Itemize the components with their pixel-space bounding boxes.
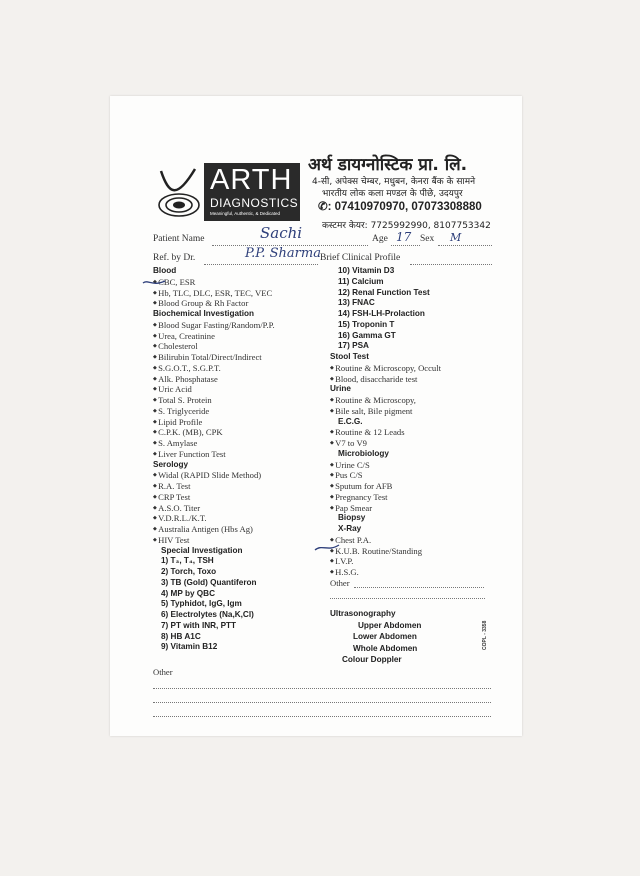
- test-item-label: A.S.O. Titer: [158, 502, 201, 513]
- numbered-test-item: 7) PT with INR, PTT: [161, 620, 237, 630]
- bullet-icon: ◆: [153, 376, 159, 382]
- bullet-icon: ◆: [330, 570, 336, 575]
- test-item: [153, 331, 215, 341]
- test-item: [330, 395, 416, 405]
- ref-doctor-label: Ref. by Dr.: [153, 253, 196, 263]
- section-heading: Blood: [153, 266, 177, 275]
- section-heading: Biochemical Investigation: [153, 309, 255, 318]
- bullet-icon: ◆: [330, 430, 336, 436]
- test-item-label: Lipid Profile: [158, 416, 203, 427]
- footer-line-1: [153, 688, 491, 689]
- test-item: [153, 374, 218, 384]
- test-item-label: Pregnancy Test: [335, 491, 388, 502]
- pen-tick-chest-pa: [314, 542, 340, 554]
- test-item: [153, 449, 226, 459]
- subsection-heading: Microbiology: [338, 448, 389, 458]
- test-item-label: S. Triglyceride: [158, 405, 210, 416]
- bullet-icon: ◆: [330, 365, 336, 371]
- bullet-icon: ◆: [153, 441, 159, 446]
- test-item-label: Total S. Protein: [158, 395, 212, 405]
- bullet-icon: ◆: [153, 365, 159, 371]
- address-line-2: भारतीय लोक कला मण्डल के पीछे, उदयपुर: [322, 189, 463, 199]
- bullet-icon: ◆: [330, 441, 336, 446]
- test-item-label: Blood, disaccharide test: [335, 373, 418, 384]
- test-item-label: Urea, Creatinine: [158, 330, 215, 341]
- test-item: [330, 492, 388, 502]
- arth-logo-box: [204, 163, 300, 221]
- bullet-icon: ◆: [330, 462, 336, 468]
- logo-subtitle: DIAGNOSTICS: [210, 196, 299, 210]
- numbered-test-item: 11) Calcium: [338, 276, 384, 286]
- test-item-label: Hb, TLC, DLC, ESR, TEC, VEC: [158, 287, 273, 298]
- bullet-icon: ◆: [330, 548, 336, 554]
- patient-name-label: Patient Name: [153, 234, 205, 244]
- bullet-icon: ◆: [153, 344, 159, 350]
- bullet-icon: ◆: [153, 537, 159, 543]
- test-item: [153, 481, 191, 491]
- test-item-label: Bile salt, Bile pigment: [335, 405, 413, 416]
- test-item-label: Australia Antigen (Hbs Ag): [158, 524, 253, 534]
- footer-line-2: [153, 702, 491, 703]
- test-item-label: Blood Sugar Fasting/Random/P.P.: [158, 319, 275, 330]
- usg-lower-abdomen: Lower Abdomen: [353, 632, 417, 641]
- usg-colour-doppler: Colour Doppler: [342, 655, 402, 664]
- bullet-icon: ◆: [153, 290, 159, 296]
- numbered-test-item: 13) FNAC: [338, 298, 375, 308]
- test-item-label: I.V.P.: [335, 556, 354, 567]
- bullet-icon: ◆: [330, 398, 336, 403]
- test-item: [330, 406, 412, 416]
- phone-icon: ✆: [318, 201, 328, 213]
- numbered-test-item: 15) Troponin T: [338, 319, 395, 329]
- test-item: [330, 546, 422, 556]
- ultrasonography-title: Ultrasonography: [330, 609, 396, 618]
- numbered-test-item: 3) TB (Gold) Quantiferon: [161, 577, 257, 587]
- test-item: [330, 374, 417, 384]
- test-item: [153, 363, 221, 373]
- test-item-label: Liver Function Test: [158, 448, 226, 459]
- logo-tagline: Meaningful, Authentic, & Dedicated: [210, 211, 281, 216]
- test-item-label: Uric Acid: [158, 384, 192, 395]
- sex-line: [438, 245, 492, 246]
- subsection-heading: Biopsy: [338, 513, 366, 523]
- numbered-test-item: 5) Typhidot, IgG, Igm: [161, 599, 242, 609]
- test-item-label: Routine & Microscopy,: [335, 395, 416, 405]
- phone-numbers: [318, 199, 482, 213]
- bullet-icon: ◆: [330, 559, 336, 565]
- numbered-test-item: 9) Vitamin B12: [161, 642, 218, 652]
- section-heading: Stool Test: [330, 352, 369, 361]
- test-item: [330, 460, 370, 470]
- other-line-2: [330, 598, 485, 599]
- test-item-label: R.A. Test: [158, 481, 191, 491]
- bullet-icon: ◆: [330, 376, 336, 382]
- test-item: [330, 363, 441, 373]
- test-item: [153, 384, 192, 394]
- test-item: [330, 556, 353, 566]
- test-item-label: S. Amylase: [158, 438, 198, 448]
- test-item-label: Alk. Phosphatase: [158, 373, 218, 384]
- handwritten-doctor: P.P. Sharma: [245, 246, 321, 261]
- test-item-label: Sputum for AFB: [335, 481, 393, 491]
- arth-emblem-logo: [155, 165, 201, 221]
- numbered-test-item: 10) Vitamin D3: [338, 266, 395, 275]
- handwritten-patient-name: Sachi: [260, 224, 303, 242]
- other-line: [354, 587, 484, 588]
- test-item: [330, 567, 359, 577]
- bullet-icon: ◆: [153, 430, 159, 436]
- test-item-label: Routine & Microscopy, Occult: [335, 362, 441, 373]
- test-item: [153, 288, 272, 298]
- test-item: [330, 427, 405, 437]
- bullet-icon: ◆: [153, 451, 159, 457]
- subsection-heading: E.C.G.: [338, 416, 363, 426]
- company-name-hindi: अर्थ डायग्नोस्टिक प्रा. लि.: [308, 155, 468, 175]
- test-item: [330, 470, 363, 480]
- test-item-label: CRP Test: [158, 491, 191, 502]
- test-item: [153, 298, 248, 308]
- customer-care: कस्टमर केयर: 7725992990, 8107753342: [322, 221, 491, 231]
- bullet-icon: ◆: [153, 505, 159, 511]
- test-item-label: K.U.B. Routine/Standing: [335, 545, 423, 556]
- test-item: [153, 320, 275, 330]
- test-item-label: C.P.K. (MB), CPK: [158, 427, 223, 438]
- bullet-icon: ◆: [153, 322, 159, 328]
- test-item: [153, 492, 190, 502]
- numbered-test-item: 8) HB A1C: [161, 631, 201, 641]
- test-item: [153, 503, 200, 513]
- bullet-icon: ◆: [153, 473, 159, 479]
- test-item-label: HIV Test: [158, 534, 190, 545]
- bullet-icon: ◆: [153, 333, 159, 339]
- section-heading: Serology: [153, 459, 189, 469]
- phone-text: : 07410970970, 07073308880: [327, 201, 482, 213]
- test-item: [153, 438, 197, 448]
- copl-code: COPL - 3358: [482, 620, 488, 650]
- bullet-icon: ◆: [153, 355, 159, 360]
- test-item: [330, 481, 392, 491]
- bullet-icon: ◆: [330, 537, 336, 543]
- section-heading: Urine: [330, 384, 351, 394]
- bullet-icon: ◆: [153, 408, 159, 414]
- test-item-label: Pap Smear: [335, 502, 373, 513]
- test-item: [330, 503, 372, 513]
- test-item-label: Routine & 12 Leads: [335, 427, 405, 438]
- bullet-icon: ◆: [153, 484, 159, 489]
- footer-other-label: Other: [153, 667, 173, 677]
- numbered-test-item: 4) MP by QBC: [161, 588, 215, 598]
- test-item-label: Cholesterol: [158, 341, 198, 352]
- bullet-icon: ◆: [330, 484, 336, 489]
- test-item-label: V7 to V9: [335, 438, 367, 448]
- address-line-1: 4-सी, अपेक्स चेम्बर, मधुबन, केनरा बैंक के सामने: [312, 177, 476, 187]
- numbered-test-item: 2) Torch, Toxo: [161, 567, 217, 576]
- clinical-profile-line: [410, 264, 492, 265]
- test-item: [153, 417, 202, 427]
- footer-line-3: [153, 716, 491, 717]
- bullet-icon: ◆: [153, 387, 159, 393]
- test-item-label: Blood Group & Rh Factor: [158, 298, 249, 309]
- test-item-label: H.S.G.: [335, 567, 359, 577]
- age-label: Age: [372, 234, 388, 244]
- bullet-icon: ◆: [153, 516, 159, 522]
- bullet-icon: ◆: [153, 527, 159, 532]
- ref-doctor-line: [204, 264, 318, 265]
- test-item: [153, 406, 209, 416]
- bullet-icon: ◆: [153, 494, 159, 500]
- numbered-test-item: 17) PSA: [338, 341, 369, 351]
- test-item-label: Chest P.A.: [335, 534, 372, 545]
- test-item-label: Widal (RAPID Slide Method): [158, 470, 262, 481]
- test-item: [153, 395, 212, 405]
- subsection-heading: Special Investigation: [161, 545, 243, 555]
- test-item: [153, 470, 261, 480]
- bullet-icon: ◆: [153, 279, 159, 285]
- handwritten-sex: M: [450, 231, 462, 244]
- bullet-icon: ◆: [330, 494, 336, 500]
- numbered-test-item: 1) T₃, T₄, TSH: [161, 556, 214, 566]
- pen-tick-cbc: [142, 277, 166, 289]
- usg-upper-abdomen: Upper Abdomen: [358, 621, 422, 630]
- usg-whole-abdomen: Whole Abdomen: [353, 644, 418, 653]
- test-item: [153, 427, 223, 437]
- age-line: [391, 245, 420, 246]
- bullet-icon: ◆: [330, 408, 336, 414]
- numbered-test-item: 12) Renal Function Test: [338, 287, 430, 297]
- sex-label: Sex: [420, 234, 435, 244]
- test-item: [153, 535, 189, 545]
- test-item-label: Urine C/S: [335, 459, 370, 470]
- test-item-label: V.D.R.L./K.T.: [158, 513, 207, 524]
- numbered-test-item: 16) Gamma GT: [338, 330, 396, 340]
- test-item-label: Bilirubin Total/Direct/Indirect: [158, 352, 262, 362]
- test-item: [153, 341, 198, 351]
- bullet-icon: ◆: [330, 505, 336, 511]
- subsection-heading: X-Ray: [338, 524, 362, 533]
- bullet-icon: ◆: [330, 473, 336, 479]
- clinical-profile-label: Brief Clinical Profile: [320, 253, 401, 263]
- test-item: [153, 524, 253, 534]
- test-item: [153, 513, 207, 523]
- bullet-icon: ◆: [153, 398, 159, 403]
- numbered-test-item: 14) FSH-LH-Prolaction: [338, 309, 425, 318]
- test-item-label: Pus C/S: [335, 470, 363, 481]
- test-item-label: S.G.O.T., S.G.P.T.: [158, 362, 221, 373]
- test-item: [153, 352, 262, 362]
- test-item-label: CBC, ESR: [158, 276, 196, 287]
- test-item: [330, 438, 367, 448]
- bullet-icon: ◆: [153, 419, 159, 425]
- logo-name: ARTH: [210, 164, 293, 196]
- numbered-test-item: 6) Electrolytes (Na,K,Cl): [161, 610, 254, 619]
- bullet-icon: ◆: [153, 301, 159, 307]
- other-label: Other: [330, 577, 350, 588]
- handwritten-age: 17: [396, 230, 412, 244]
